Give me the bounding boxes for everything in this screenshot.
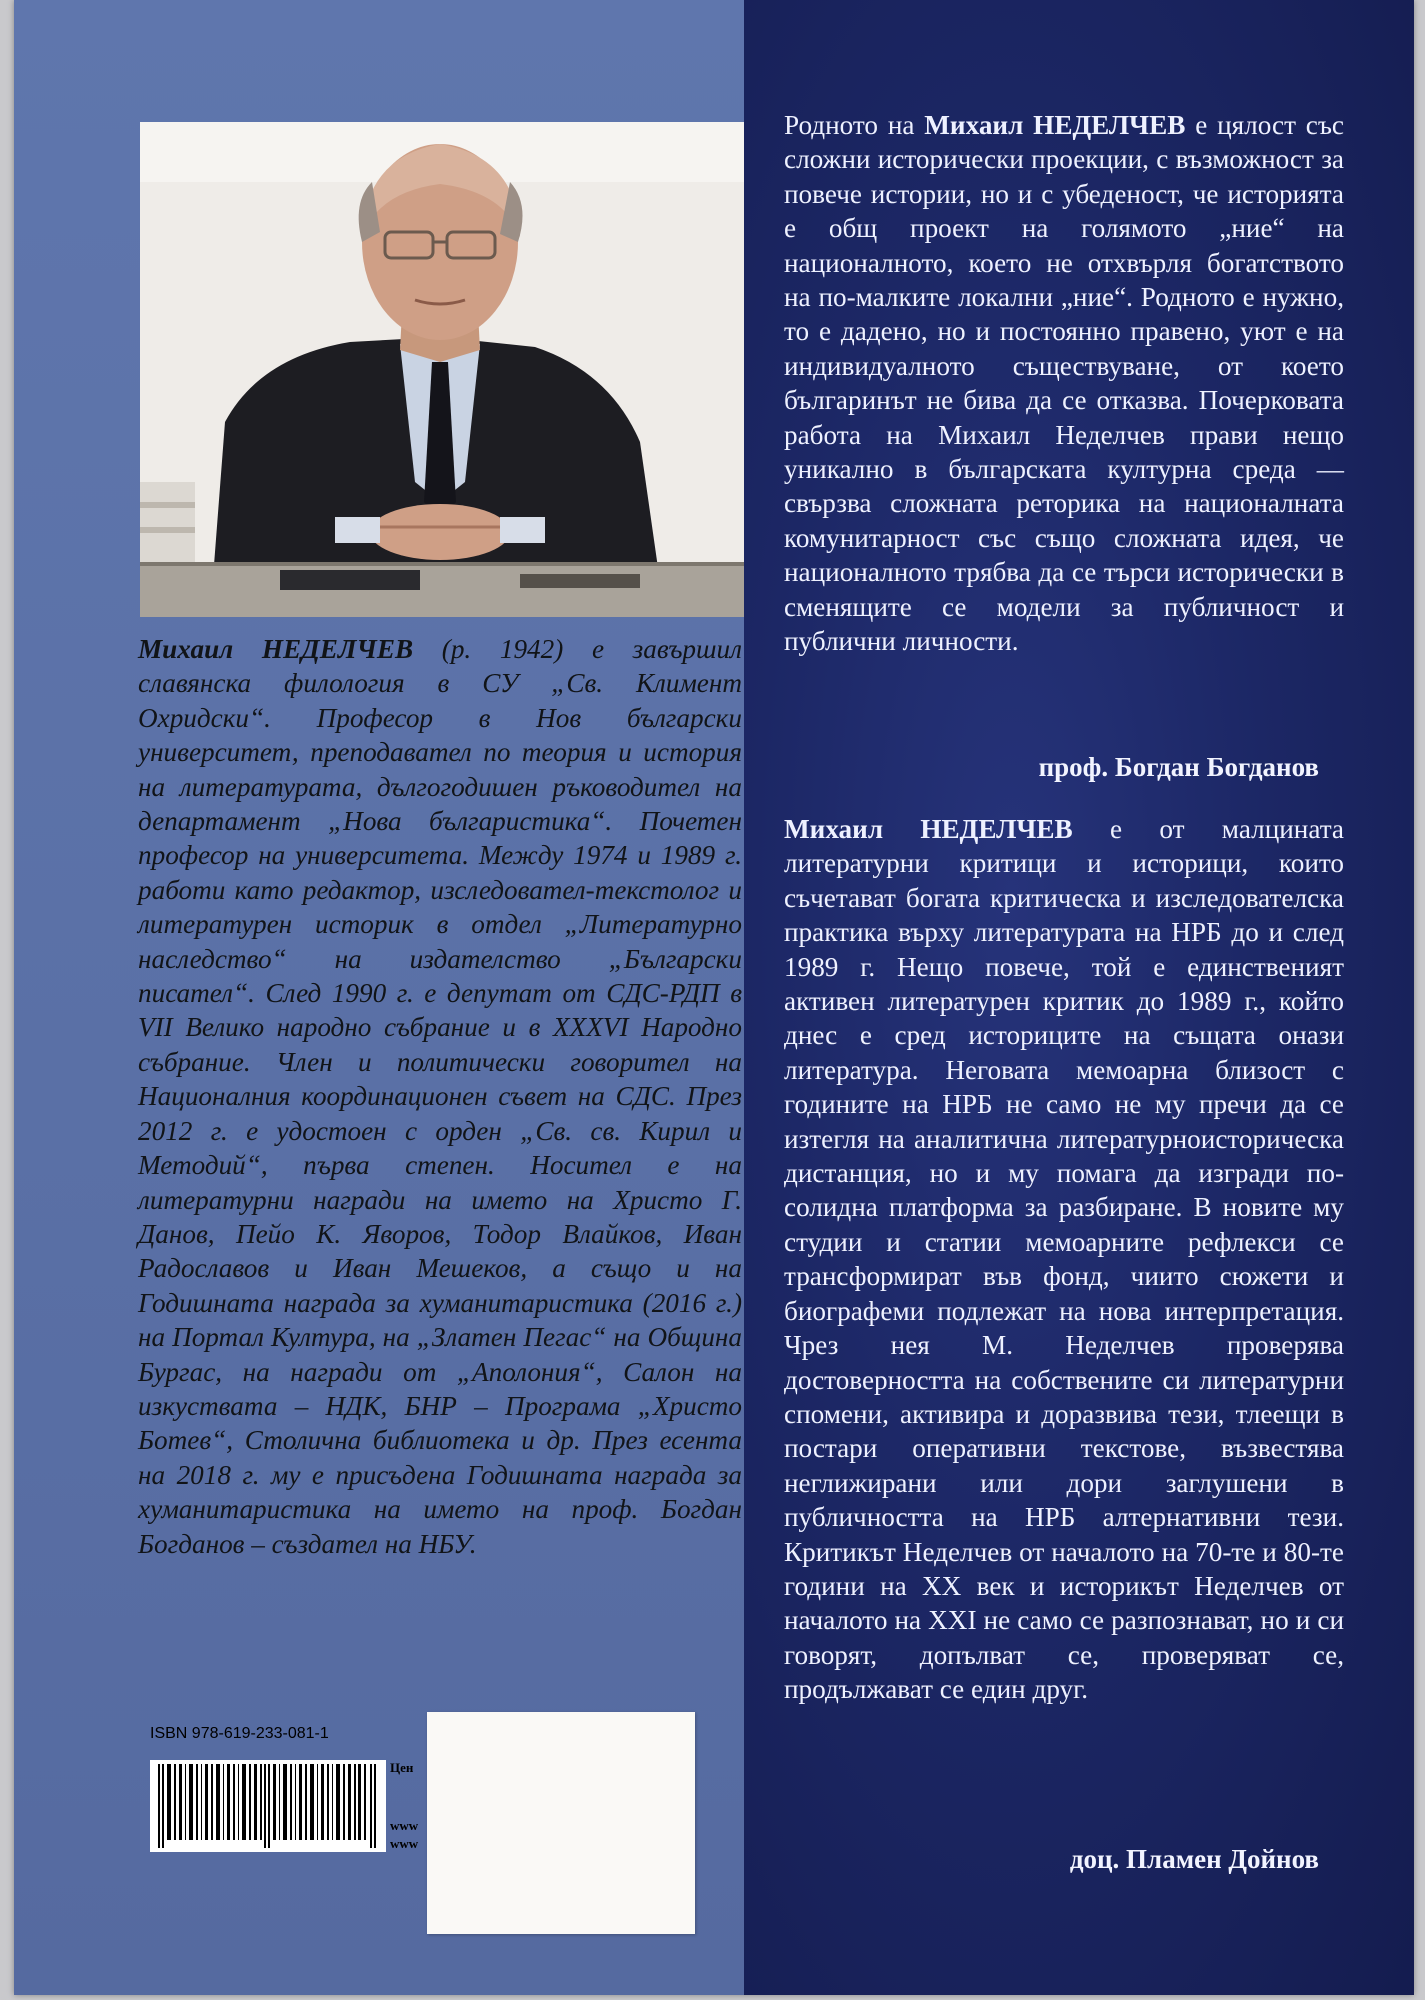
quote1-author-name: Михаил НЕДЕЛЧЕВ [924, 110, 1186, 140]
signature-bogdanov: проф. Богдан Богданов [1038, 752, 1319, 782]
barcode [150, 1760, 386, 1852]
author-bio [138, 632, 742, 1561]
book-back-cover [14, 0, 1414, 1995]
price-sticker [427, 1712, 695, 1934]
author-photo [140, 122, 745, 617]
isbn-text: ISBN 978-619-233-081-1 [150, 1725, 329, 1742]
author-name: Михаил НЕДЕЛЧЕВ [138, 634, 414, 664]
quote-bogdanov [784, 108, 1344, 659]
website-line-2: www [390, 1836, 419, 1851]
quote2-author-name: Михаил НЕДЕЛЧЕВ [784, 814, 1073, 844]
quote-doynov [784, 812, 1344, 1707]
signature-doynov: доц. Пламен Дойнов [1069, 1844, 1319, 1874]
left-panel [14, 0, 744, 1995]
website-line-1: www [390, 1818, 419, 1833]
bio-text: (р. 1942) е завършил славянска филология в СУ „Св. Климент Охридски“. Професор в Нов български университет, преподавател по теория и история на литературата, дългогодишен ръководител на департамент „Нова българистика“. Почетен професор на университета. Между 1974 и 1989 г. работи като редактор, изследовател-текстолог и литературен историк в отдел „Литературно наследство“ на издателство „Български писател“. След 1990 г. е депутат от СДС-РДП в VII Велико народно събрание и в XXXVI Народно събрание. Член и политически говорител на Националния координационен съвет на СДС. През 2012 г. е удостоен с орден „Св. св. Кирил и Методий“, първа степен. Носител е на литературни награди на името на Христо Г. Данов, Пейо К. Яворов, Тодор Влайков, Иван Радославов и Иван Мешеков, а също и на Годишната награда за хуманитаристика (2016 г.) на Портал Култура, на „Златен Пегас“ на Община Бургас, на награди от „Аполония“, Салон на изкуствата – НДК, БНР – Програма „Христо Ботев“, Столична библиотека и др. През есента на 2018 г. му е присъдена Годишната награда за хуманитаристика на името на проф. Богдан Богданов – създател на НБУ. [138, 634, 742, 1559]
quote1-intro: Родното на [784, 110, 925, 140]
quote1-text: е цялост със сложни исторически проекции, с възможност за повече истории, но и с убеденост, че историята е общ проект на голямото „ние“ на националното, което не отхвърля богатството на по-малките локални „ние“. Родното е нужно, то е дадено, но и постоянно правено, уют е на индивидуалното съществуване, от което българинът не бива да се отказва. Почерковата работа на Михаил Неделчев прави нещо уникално в българската културна среда — свързва сложната реторика на националната комунитарност със също сложната идея, че националното трябва да се търси исторически в сменящите се модели за публичност и публични личности. [784, 110, 1344, 657]
price-label: Цен [390, 1760, 414, 1775]
quote2-text: е от малцината литературни критици и историци, които съчетават богата критическа и изследователска практика върху литературата на НРБ до и след 1989 г. Нещо повече, той е единственият активен литературен критик до 1989 г., който днес е сред историците на същата онази литература. Неговата мемоарна близост с годините на НРБ не само не му пречи да се изтегля на аналитична литературноисторическа дистанция, но и му помага да изгради по-солидна платформа за разбиране. В новите му студии и статии мемоарните рефлекси се трансформират във фонд, чиито сюжети и биографеми подлежат на нова интерпретация. Чрез нея М. Неделчев проверява достоверността на собствените си литературни спомени, активира и доразвива тези, тлеещи в постари оперативни текстове, възвестява неглижирани или дори заглушени в публичността на НРБ алтернативни тези. Критикът Неделчев от началото на 70-те и 80-те години на XX век и историкът Неделчев от началото на XXI не само се разпознават, но и си говорят, допълват се, проверяват се, продължават се един друг. [784, 814, 1344, 1705]
